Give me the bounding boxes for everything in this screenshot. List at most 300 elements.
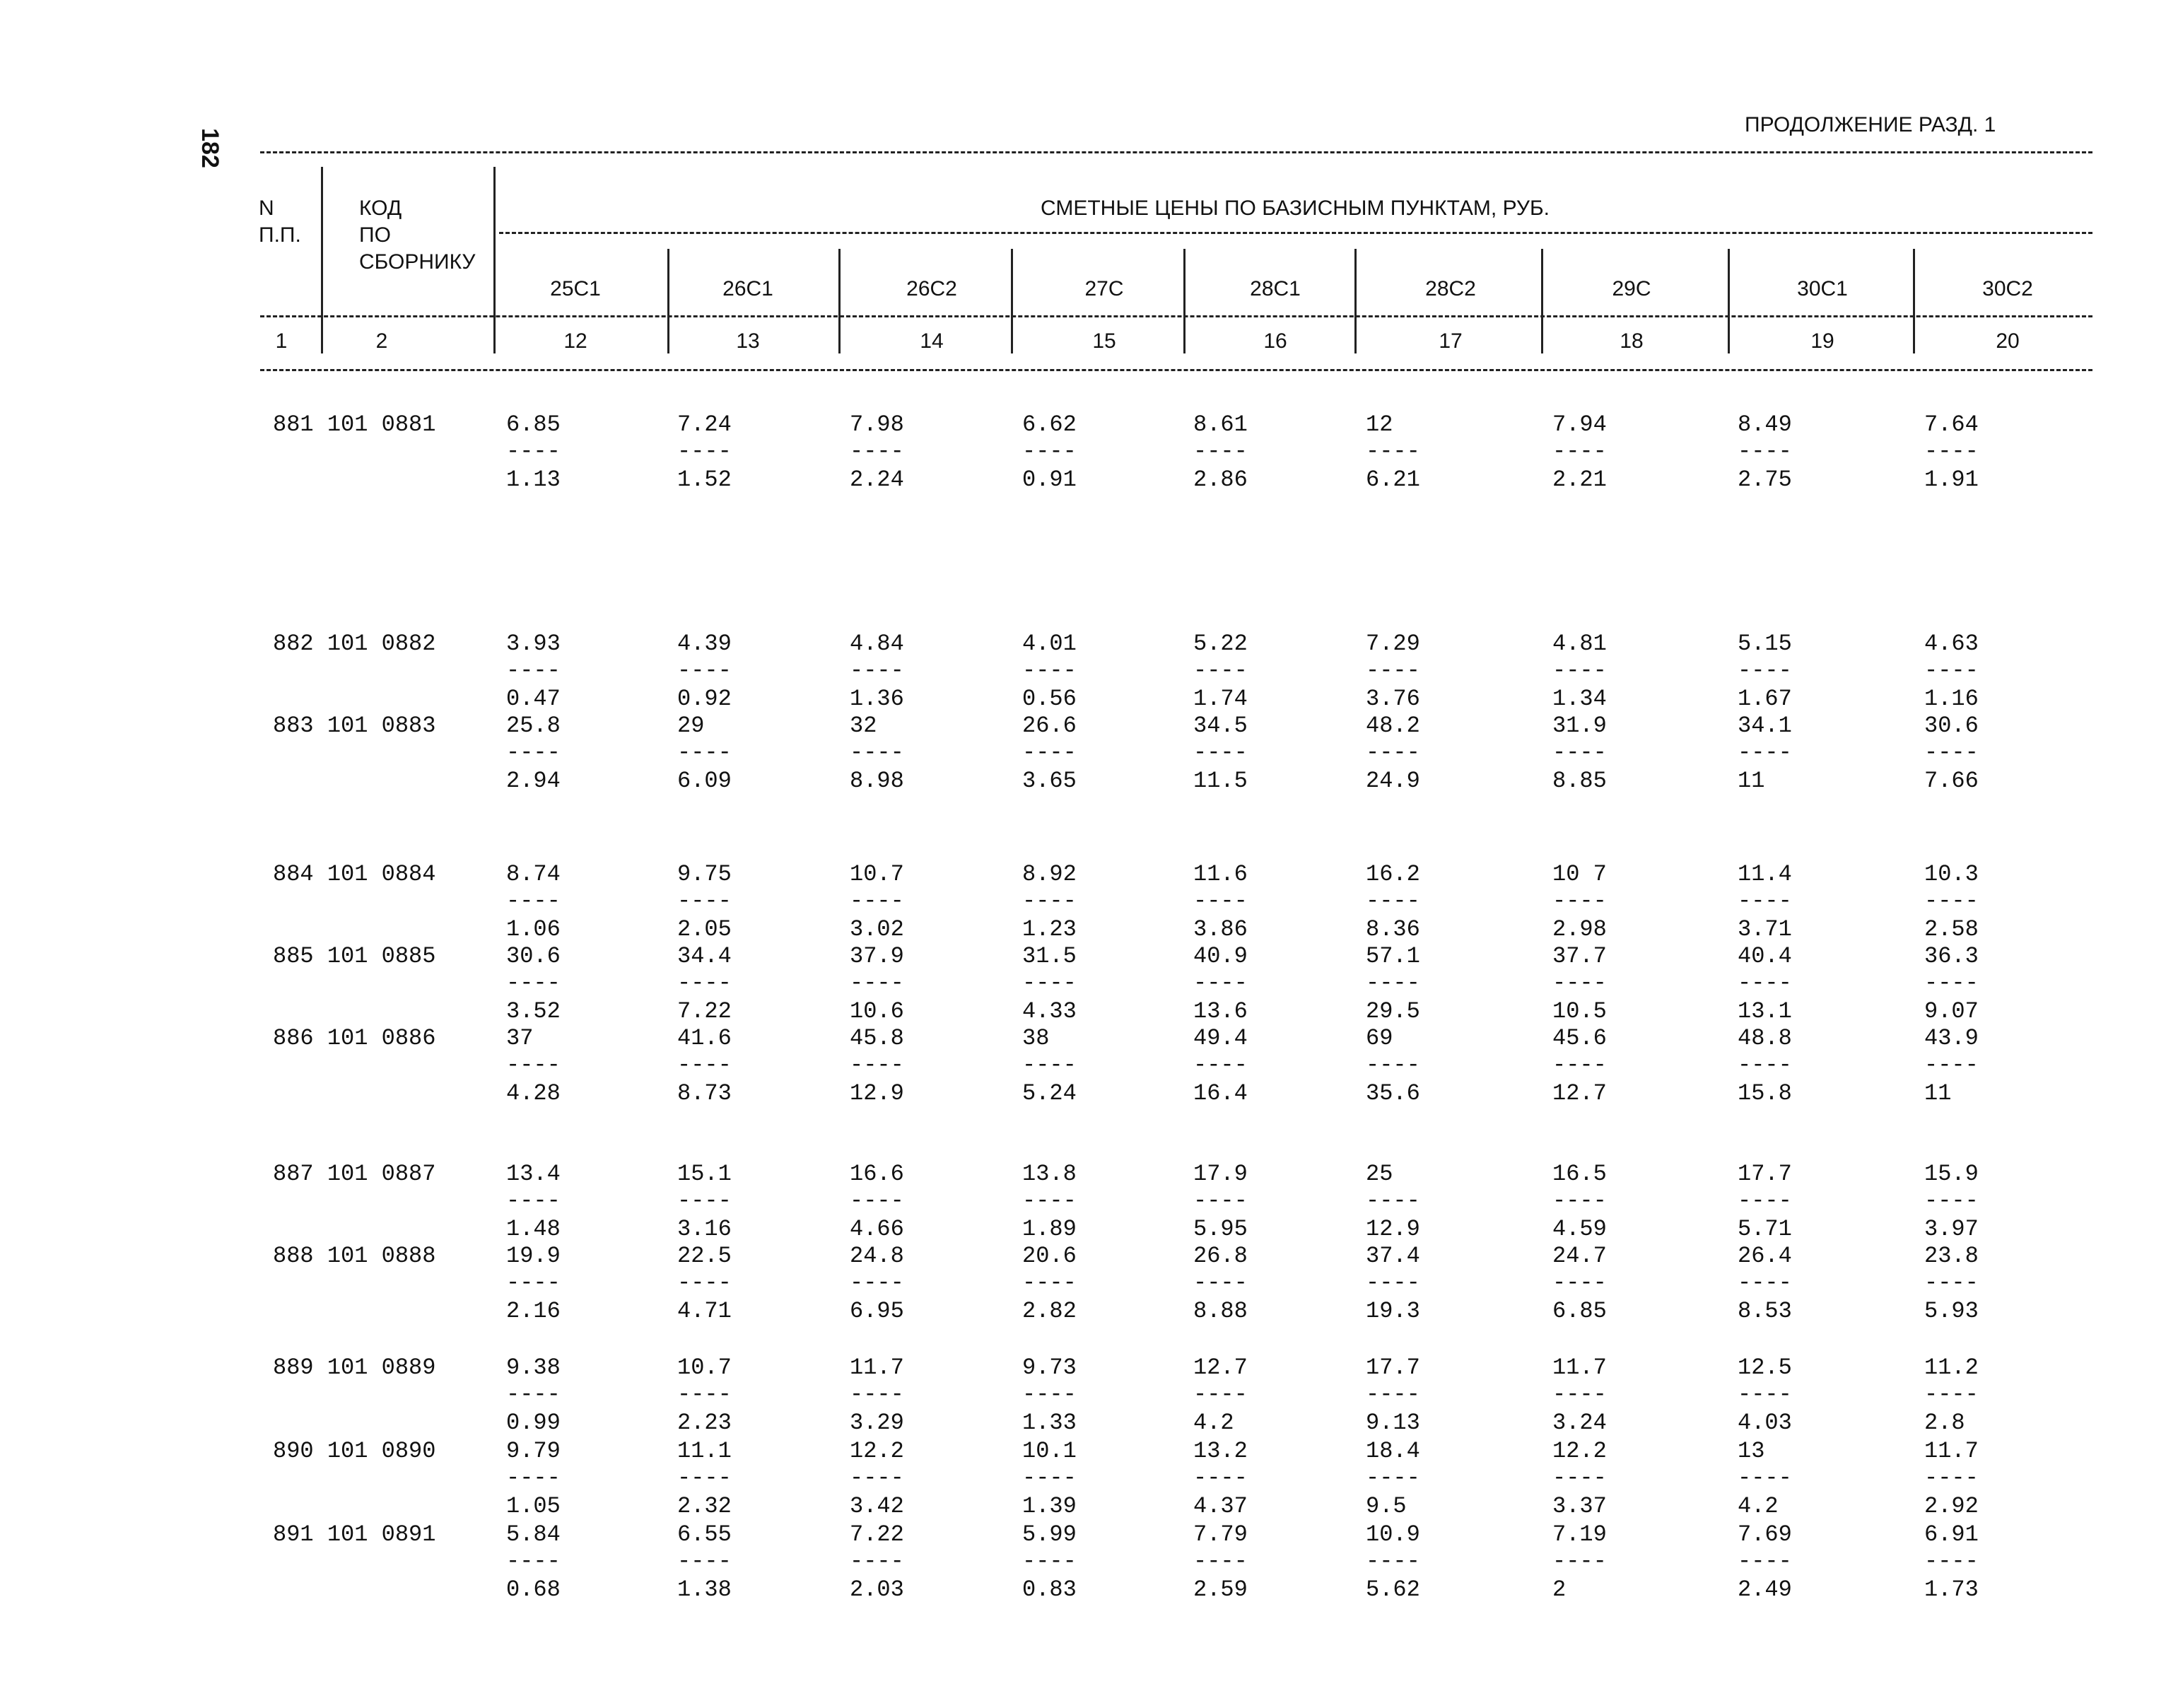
price-value-bottom: 1.05 — [506, 1493, 561, 1519]
fraction-separator: ---- — [850, 1270, 904, 1296]
fraction-separator: ---- — [506, 1052, 561, 1078]
price-value-bottom: 4.59 — [1552, 1216, 1607, 1242]
fraction-separator: ---- — [1022, 438, 1077, 464]
price-value-bottom: 1.89 — [1022, 1216, 1077, 1242]
price-value-bottom: 3.42 — [850, 1493, 904, 1519]
price-value-bottom: 6.09 — [677, 768, 732, 794]
price-value-bottom: 2 — [1552, 1577, 1567, 1603]
price-value-bottom: 1.74 — [1193, 686, 1248, 712]
column-number: 19 — [1810, 329, 1834, 353]
row-code: 886 101 0886 — [273, 1025, 436, 1051]
price-value-top: 37 — [506, 1025, 534, 1051]
price-value-top: 5.22 — [1193, 631, 1248, 657]
price-value-top: 8.74 — [506, 861, 561, 887]
price-value-top: 31.5 — [1022, 943, 1077, 969]
fraction-separator: ---- — [1022, 888, 1077, 914]
price-value-bottom: 3.97 — [1924, 1216, 1979, 1242]
price-value-bottom: 1.73 — [1924, 1577, 1979, 1603]
price-value-top: 25 — [1366, 1161, 1393, 1187]
price-value-top: 18.4 — [1366, 1438, 1420, 1464]
price-value-bottom: 2.92 — [1924, 1493, 1979, 1519]
price-value-bottom: 5.71 — [1738, 1216, 1792, 1242]
fraction-separator: ---- — [677, 1188, 732, 1214]
price-value-bottom: 2.16 — [506, 1298, 561, 1324]
price-value-top: 9.75 — [677, 861, 732, 887]
price-value-top: 10.7 — [677, 1355, 732, 1381]
price-value-bottom: 12.7 — [1552, 1080, 1607, 1106]
fraction-separator: ---- — [506, 1270, 561, 1296]
price-value-top: 24.7 — [1552, 1243, 1607, 1269]
price-value-top: 15.1 — [677, 1161, 732, 1187]
fraction-separator: ---- — [1552, 888, 1607, 914]
price-value-bottom: 7.22 — [677, 998, 732, 1024]
column-number: 13 — [736, 329, 760, 353]
fraction-separator: ---- — [1924, 1548, 1979, 1574]
header-top-rule — [260, 151, 2092, 153]
fraction-separator: ---- — [1366, 1465, 1420, 1491]
price-value-top: 17.9 — [1193, 1161, 1248, 1187]
fraction-separator: ---- — [1738, 1188, 1792, 1214]
price-value-bottom: 13.1 — [1738, 998, 1792, 1024]
price-value-top: 10.3 — [1924, 861, 1979, 887]
price-value-bottom: 1.13 — [506, 467, 561, 493]
row-code: 881 101 0881 — [273, 411, 436, 438]
column-divider — [667, 249, 669, 353]
column-header-26С1: 26С1 — [722, 277, 773, 300]
fraction-separator: ---- — [1738, 970, 1792, 996]
price-value-top: 13.4 — [506, 1161, 561, 1187]
column-divider — [1011, 249, 1013, 353]
column-divider — [1541, 249, 1543, 353]
fraction-separator: ---- — [1022, 1188, 1077, 1214]
price-value-bottom: 2.59 — [1193, 1577, 1248, 1603]
price-value-top: 38 — [1022, 1025, 1050, 1051]
fraction-separator: ---- — [1366, 438, 1420, 464]
fraction-separator: ---- — [677, 657, 732, 684]
price-value-top: 5.15 — [1738, 631, 1792, 657]
price-value-bottom: 8.88 — [1193, 1298, 1248, 1324]
price-value-bottom: 1.06 — [506, 916, 561, 942]
fraction-separator: ---- — [506, 657, 561, 684]
price-value-top: 48.8 — [1738, 1025, 1792, 1051]
column-divider — [493, 167, 496, 353]
price-value-top: 16.2 — [1366, 861, 1420, 887]
price-value-bottom: 3.65 — [1022, 768, 1077, 794]
price-value-top: 43.9 — [1924, 1025, 1979, 1051]
fraction-separator: ---- — [1552, 1270, 1607, 1296]
price-value-top: 8.92 — [1022, 861, 1077, 887]
price-value-bottom: 2.98 — [1552, 916, 1607, 942]
price-value-bottom: 2.49 — [1738, 1577, 1792, 1603]
price-value-top: 3.93 — [506, 631, 561, 657]
price-value-bottom: 1.52 — [677, 467, 732, 493]
fraction-separator: ---- — [1924, 1381, 1979, 1408]
fraction-separator: ---- — [1193, 438, 1248, 464]
price-value-bottom: 11 — [1924, 1080, 1952, 1106]
price-value-bottom: 1.23 — [1022, 916, 1077, 942]
price-value-top: 4.81 — [1552, 631, 1607, 657]
fraction-separator: ---- — [506, 739, 561, 766]
price-value-top: 12.5 — [1738, 1355, 1792, 1381]
fraction-separator: ---- — [1924, 888, 1979, 914]
price-value-top: 6.62 — [1022, 411, 1077, 438]
price-value-top: 16.6 — [850, 1161, 904, 1187]
price-value-top: 57.1 — [1366, 943, 1420, 969]
price-value-top: 8.61 — [1193, 411, 1248, 438]
fraction-separator: ---- — [1193, 1188, 1248, 1214]
fraction-separator: ---- — [1924, 1188, 1979, 1214]
price-value-top: 20.6 — [1022, 1243, 1077, 1269]
price-value-top: 32 — [850, 713, 877, 739]
price-value-bottom: 24.9 — [1366, 768, 1420, 794]
fraction-separator: ---- — [1366, 739, 1420, 766]
price-value-bottom: 16.4 — [1193, 1080, 1248, 1106]
price-value-bottom: 11 — [1738, 768, 1765, 794]
price-value-top: 7.79 — [1193, 1521, 1248, 1548]
row-code: 889 101 0889 — [273, 1355, 436, 1381]
group-title-rule — [499, 232, 2092, 234]
fraction-separator: ---- — [850, 1465, 904, 1491]
column-header-29С: 29С — [1612, 277, 1651, 300]
fraction-separator: ---- — [1193, 888, 1248, 914]
fraction-separator: ---- — [1022, 1465, 1077, 1491]
column-divider — [1913, 249, 1915, 353]
price-value-top: 49.4 — [1193, 1025, 1248, 1051]
fraction-separator: ---- — [1552, 438, 1607, 464]
price-value-bottom: 2.05 — [677, 916, 732, 942]
price-value-top: 4.39 — [677, 631, 732, 657]
price-value-bottom: 6.21 — [1366, 467, 1420, 493]
fraction-separator: ---- — [850, 1381, 904, 1408]
row-code: 885 101 0885 — [273, 943, 436, 969]
fraction-separator: ---- — [1552, 657, 1607, 684]
price-value-bottom: 6.85 — [1552, 1298, 1607, 1324]
fraction-separator: ---- — [1924, 970, 1979, 996]
column-header-30С1: 30С1 — [1797, 277, 1848, 300]
price-value-top: 12.7 — [1193, 1355, 1248, 1381]
fraction-separator: ---- — [1022, 970, 1077, 996]
price-value-bottom: 1.34 — [1552, 686, 1607, 712]
price-value-bottom: 8.36 — [1366, 916, 1420, 942]
column-header-28С1: 28С1 — [1250, 277, 1301, 300]
fraction-separator: ---- — [850, 1052, 904, 1078]
price-value-top: 11.1 — [677, 1438, 732, 1464]
column-number: 18 — [1620, 329, 1644, 353]
price-value-top: 5.99 — [1022, 1521, 1077, 1548]
column-header-27С: 27С — [1084, 277, 1124, 300]
fraction-separator: ---- — [850, 1188, 904, 1214]
price-value-top: 34.5 — [1193, 713, 1248, 739]
fraction-separator: ---- — [850, 657, 904, 684]
fraction-separator: ---- — [850, 970, 904, 996]
price-value-bottom: 1.48 — [506, 1216, 561, 1242]
price-value-top: 26.8 — [1193, 1243, 1248, 1269]
price-value-bottom: 3.86 — [1193, 916, 1248, 942]
price-value-top: 7.29 — [1366, 631, 1420, 657]
price-value-top: 4.63 — [1924, 631, 1979, 657]
fraction-separator: ---- — [506, 888, 561, 914]
price-value-top: 12 — [1366, 411, 1393, 438]
price-value-bottom: 8.73 — [677, 1080, 732, 1106]
fraction-separator: ---- — [1193, 1548, 1248, 1574]
fraction-separator: ---- — [1924, 438, 1979, 464]
price-value-top: 29 — [677, 713, 705, 739]
column-number: 14 — [920, 329, 944, 353]
fraction-separator: ---- — [1022, 1548, 1077, 1574]
fraction-separator: ---- — [1552, 1188, 1607, 1214]
price-value-bottom: 5.93 — [1924, 1298, 1979, 1324]
price-value-bottom: 0.68 — [506, 1577, 561, 1603]
price-value-bottom: 3.16 — [677, 1216, 732, 1242]
column-number: 2 — [375, 329, 388, 353]
page-number: 182 — [196, 128, 223, 168]
price-value-top: 26.4 — [1738, 1243, 1792, 1269]
fraction-separator: ---- — [1366, 970, 1420, 996]
price-value-top: 45.8 — [850, 1025, 904, 1051]
price-value-top: 25.8 — [506, 713, 561, 739]
fraction-separator: ---- — [1366, 1381, 1420, 1408]
price-value-top: 7.69 — [1738, 1521, 1792, 1548]
price-value-bottom: 2.86 — [1193, 467, 1248, 493]
fraction-separator: ---- — [506, 1188, 561, 1214]
fraction-separator: ---- — [1552, 1381, 1607, 1408]
fraction-separator: ---- — [1924, 1270, 1979, 1296]
continuation-label: ПРОДОЛЖЕНИЕ РАЗД. 1 — [1745, 113, 1996, 136]
fraction-separator: ---- — [1924, 1052, 1979, 1078]
price-value-top: 11.4 — [1738, 861, 1792, 887]
price-value-bottom: 0.83 — [1022, 1577, 1077, 1603]
column-header-25С1: 25С1 — [550, 277, 601, 300]
row-code: 882 101 0882 — [273, 631, 436, 657]
row-code: 883 101 0883 — [273, 713, 436, 739]
fraction-separator: ---- — [1552, 739, 1607, 766]
price-value-top: 26.6 — [1022, 713, 1077, 739]
column-header-26С2: 26С2 — [906, 277, 957, 300]
price-value-top: 12.2 — [1552, 1438, 1607, 1464]
column-header-28С2: 28С2 — [1425, 277, 1476, 300]
price-value-bottom: 11.5 — [1193, 768, 1248, 794]
price-value-bottom: 2.75 — [1738, 467, 1792, 493]
fraction-separator: ---- — [1193, 1465, 1248, 1491]
price-value-top: 36.3 — [1924, 943, 1979, 969]
price-value-top: 6.85 — [506, 411, 561, 438]
price-value-top: 23.8 — [1924, 1243, 1979, 1269]
price-value-bottom: 3.37 — [1552, 1493, 1607, 1519]
price-value-top: 4.01 — [1022, 631, 1077, 657]
fraction-separator: ---- — [1552, 1052, 1607, 1078]
fraction-separator: ---- — [1738, 888, 1792, 914]
price-value-bottom: 3.24 — [1552, 1410, 1607, 1436]
fraction-separator: ---- — [1022, 1052, 1077, 1078]
price-value-bottom: 15.8 — [1738, 1080, 1792, 1106]
price-value-bottom: 1.39 — [1022, 1493, 1077, 1519]
price-value-top: 10 7 — [1552, 861, 1607, 887]
fraction-separator: ---- — [677, 1270, 732, 1296]
fraction-separator: ---- — [1924, 657, 1979, 684]
price-value-top: 9.79 — [506, 1438, 561, 1464]
price-value-top: 40.9 — [1193, 943, 1248, 969]
price-value-bottom: 0.47 — [506, 686, 561, 712]
row-code: 884 101 0884 — [273, 861, 436, 887]
price-value-bottom: 8.85 — [1552, 768, 1607, 794]
fraction-separator: ---- — [850, 739, 904, 766]
fraction-separator: ---- — [850, 888, 904, 914]
row-code: 891 101 0891 — [273, 1521, 436, 1548]
column-divider — [1728, 249, 1730, 353]
fraction-separator: ---- — [1924, 1465, 1979, 1491]
price-value-bottom: 3.29 — [850, 1410, 904, 1436]
price-value-bottom: 1.91 — [1924, 467, 1979, 493]
fraction-separator: ---- — [850, 438, 904, 464]
fraction-separator: ---- — [1552, 970, 1607, 996]
price-value-bottom: 1.38 — [677, 1577, 732, 1603]
fraction-separator: ---- — [1738, 1381, 1792, 1408]
price-value-top: 8.49 — [1738, 411, 1792, 438]
fraction-separator: ---- — [1366, 657, 1420, 684]
price-value-top: 30.6 — [1924, 713, 1979, 739]
price-value-top: 31.9 — [1552, 713, 1607, 739]
price-value-bottom: 4.2 — [1738, 1493, 1779, 1519]
fraction-separator: ---- — [677, 438, 732, 464]
price-value-top: 10.1 — [1022, 1438, 1077, 1464]
price-value-top: 13 — [1738, 1438, 1765, 1464]
row-code: 887 101 0887 — [273, 1161, 436, 1187]
price-value-top: 6.91 — [1924, 1521, 1979, 1548]
header-pp-label: П.П. — [259, 223, 301, 247]
price-value-top: 6.55 — [677, 1521, 732, 1548]
price-value-bottom: 4.2 — [1193, 1410, 1234, 1436]
fraction-separator: ---- — [1738, 438, 1792, 464]
header-bottom-rule — [260, 369, 2092, 371]
fraction-separator: ---- — [677, 1465, 732, 1491]
fraction-separator: ---- — [850, 1548, 904, 1574]
price-value-bottom: 35.6 — [1366, 1080, 1420, 1106]
price-value-bottom: 10.6 — [850, 998, 904, 1024]
fraction-separator: ---- — [1552, 1465, 1607, 1491]
fraction-separator: ---- — [1738, 1465, 1792, 1491]
price-value-bottom: 19.3 — [1366, 1298, 1420, 1324]
price-value-top: 4.84 — [850, 631, 904, 657]
price-value-bottom: 12.9 — [850, 1080, 904, 1106]
price-value-bottom: 10.5 — [1552, 998, 1607, 1024]
price-value-top: 22.5 — [677, 1243, 732, 1269]
fraction-separator: ---- — [506, 1548, 561, 1574]
price-value-bottom: 3.52 — [506, 998, 561, 1024]
fraction-separator: ---- — [1022, 1381, 1077, 1408]
price-value-bottom: 5.62 — [1366, 1577, 1420, 1603]
price-value-bottom: 4.33 — [1022, 998, 1077, 1024]
price-value-bottom: 1.33 — [1022, 1410, 1077, 1436]
price-value-bottom: 29.5 — [1366, 998, 1420, 1024]
price-value-top: 11.7 — [1552, 1355, 1607, 1381]
price-value-top: 19.9 — [506, 1243, 561, 1269]
fraction-separator: ---- — [1193, 1270, 1248, 1296]
fraction-separator: ---- — [1738, 657, 1792, 684]
price-value-bottom: 1.67 — [1738, 686, 1792, 712]
price-value-top: 37.4 — [1366, 1243, 1420, 1269]
price-value-bottom: 9.5 — [1366, 1493, 1407, 1519]
price-value-top: 40.4 — [1738, 943, 1792, 969]
fraction-separator: ---- — [1193, 970, 1248, 996]
price-value-top: 17.7 — [1738, 1161, 1792, 1187]
price-value-bottom: 8.98 — [850, 768, 904, 794]
fraction-separator: ---- — [506, 1465, 561, 1491]
price-value-bottom: 7.66 — [1924, 768, 1979, 794]
column-divider — [1183, 249, 1186, 353]
column-number: 1 — [275, 329, 288, 353]
price-value-top: 7.98 — [850, 411, 904, 438]
price-value-bottom: 0.99 — [506, 1410, 561, 1436]
fraction-separator: ---- — [1738, 1052, 1792, 1078]
price-value-bottom: 0.91 — [1022, 467, 1077, 493]
price-value-bottom: 5.95 — [1193, 1216, 1248, 1242]
price-value-bottom: 2.23 — [677, 1410, 732, 1436]
price-value-top: 7.22 — [850, 1521, 904, 1548]
price-value-top: 7.19 — [1552, 1521, 1607, 1548]
price-value-top: 34.1 — [1738, 713, 1792, 739]
price-value-bottom: 12.9 — [1366, 1216, 1420, 1242]
price-value-bottom: 4.37 — [1193, 1493, 1248, 1519]
fraction-separator: ---- — [1738, 739, 1792, 766]
price-value-bottom: 4.66 — [850, 1216, 904, 1242]
price-value-bottom: 4.71 — [677, 1298, 732, 1324]
header-n-label: N — [259, 197, 274, 220]
row-code: 888 101 0888 — [273, 1243, 436, 1269]
price-value-bottom: 2.82 — [1022, 1298, 1077, 1324]
price-value-bottom: 8.53 — [1738, 1298, 1792, 1324]
price-value-top: 16.5 — [1552, 1161, 1607, 1187]
fraction-separator: ---- — [1366, 888, 1420, 914]
column-number: 15 — [1092, 329, 1116, 353]
fraction-separator: ---- — [1193, 739, 1248, 766]
price-value-top: 11.2 — [1924, 1355, 1979, 1381]
header-code-label: КОД — [359, 197, 402, 220]
price-value-top: 9.38 — [506, 1355, 561, 1381]
fraction-separator: ---- — [506, 970, 561, 996]
header-code-label-2: ПО — [359, 223, 391, 247]
fraction-separator: ---- — [1366, 1270, 1420, 1296]
fraction-separator: ---- — [1366, 1188, 1420, 1214]
price-value-bottom: 2.24 — [850, 467, 904, 493]
price-value-top: 69 — [1366, 1025, 1393, 1051]
price-value-top: 11.6 — [1193, 861, 1248, 887]
price-value-bottom: 1.36 — [850, 686, 904, 712]
fraction-separator: ---- — [677, 888, 732, 914]
fraction-separator: ---- — [1022, 1270, 1077, 1296]
fraction-separator: ---- — [1366, 1548, 1420, 1574]
fraction-separator: ---- — [677, 1381, 732, 1408]
column-divider — [321, 167, 323, 353]
header-mid-rule — [260, 315, 2092, 317]
price-value-top: 7.94 — [1552, 411, 1607, 438]
fraction-separator: ---- — [677, 1052, 732, 1078]
column-number: 20 — [1996, 329, 2020, 353]
price-value-bottom: 2.03 — [850, 1577, 904, 1603]
price-value-bottom: 2.8 — [1924, 1410, 1965, 1436]
price-value-bottom: 2.58 — [1924, 916, 1979, 942]
fraction-separator: ---- — [1193, 1052, 1248, 1078]
fraction-separator: ---- — [1366, 1052, 1420, 1078]
price-value-top: 41.6 — [677, 1025, 732, 1051]
price-value-bottom: 5.24 — [1022, 1080, 1077, 1106]
row-code: 890 101 0890 — [273, 1438, 436, 1464]
price-value-top: 7.24 — [677, 411, 732, 438]
price-value-bottom: 2.94 — [506, 768, 561, 794]
price-value-bottom: 9.13 — [1366, 1410, 1420, 1436]
price-value-bottom: 2.32 — [677, 1493, 732, 1519]
price-value-top: 45.6 — [1552, 1025, 1607, 1051]
price-value-top: 30.6 — [506, 943, 561, 969]
